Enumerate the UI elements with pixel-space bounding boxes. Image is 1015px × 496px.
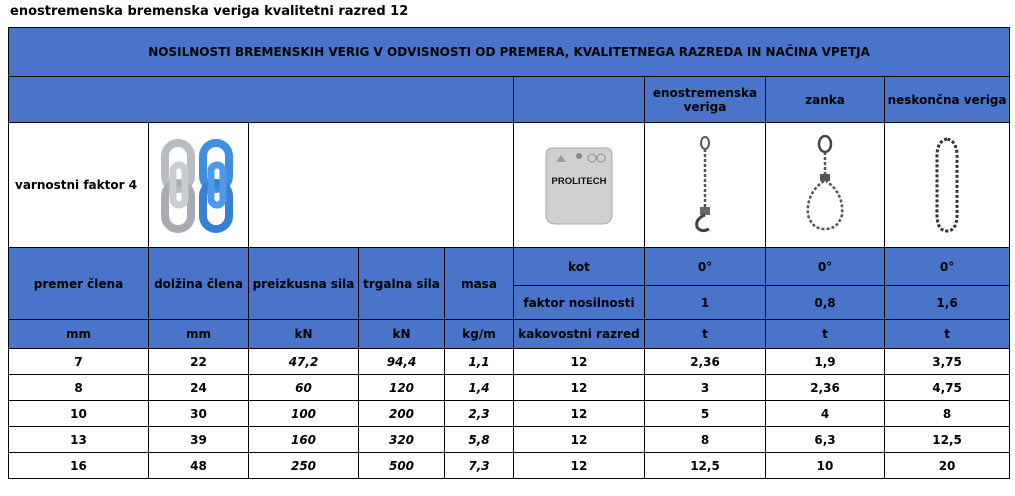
cell-wll-endless: 3,75	[885, 349, 1010, 375]
unit-cell: t	[766, 320, 885, 349]
cell-proof-force: 60	[249, 375, 359, 401]
cell-proof-force: 100	[249, 401, 359, 427]
unit-cell: kN	[249, 320, 359, 349]
cell-breaking-force: 120	[359, 375, 445, 401]
faktor-label: faktor nosilnosti	[514, 286, 645, 320]
cell-grade: 12	[514, 349, 645, 375]
cell-length: 24	[149, 375, 249, 401]
cell-mass: 2,3	[445, 401, 514, 427]
cell-diameter: 16	[9, 453, 149, 479]
unit-cell: kg/m	[445, 320, 514, 349]
cell-grade: 12	[514, 375, 645, 401]
unit-cell: kakovostni razred	[514, 320, 645, 349]
kot-label: kot	[514, 248, 645, 286]
column-header-proof-force: preizkusna sila	[249, 248, 359, 320]
cell-mass: 1,4	[445, 375, 514, 401]
unit-cell: mm	[9, 320, 149, 349]
cell-diameter: 10	[9, 401, 149, 427]
endless-chain-icon	[885, 123, 1010, 248]
cell-length: 22	[149, 349, 249, 375]
table-row	[9, 427, 1010, 453]
unit-cell: kN	[359, 320, 445, 349]
page-title: enostremenska bremenska veriga kvalitetni razred 12	[10, 4, 409, 19]
column-header-length: dolžina člena	[149, 248, 249, 320]
cell-grade: 12	[514, 427, 645, 453]
table-row	[9, 401, 1010, 427]
unit-cell: t	[645, 320, 766, 349]
header-blank-tag	[514, 77, 645, 123]
config-header-row	[9, 77, 1010, 123]
column-header-mass: masa	[445, 248, 514, 320]
cell-wll-single: 5	[645, 401, 766, 427]
table-title-row	[9, 28, 1010, 77]
unit-cell: t	[885, 320, 1010, 349]
capacity-table	[8, 27, 1010, 479]
column-header-breaking-force: trgalna sila	[359, 248, 445, 320]
cell-breaking-force: 200	[359, 401, 445, 427]
kot-value: 0°	[645, 248, 766, 286]
column-header-diameter: premer člena	[9, 248, 149, 320]
cell-breaking-force: 320	[359, 427, 445, 453]
cell-length: 39	[149, 427, 249, 453]
image-row-blank	[249, 123, 514, 248]
cell-mass: 1,1	[445, 349, 514, 375]
config-header-loop: zanka	[766, 77, 885, 123]
tag-brand-text: PROLITECH	[551, 176, 607, 187]
image-row	[9, 123, 1010, 248]
cell-proof-force: 160	[249, 427, 359, 453]
cell-wll-endless: 4,75	[885, 375, 1010, 401]
single-leg-sling-icon	[645, 123, 766, 248]
cell-diameter: 8	[9, 375, 149, 401]
cell-wll-single: 12,5	[645, 453, 766, 479]
unit-row	[9, 320, 1010, 349]
faktor-value: 1	[645, 286, 766, 320]
cell-wll-loop: 2,36	[766, 375, 885, 401]
cell-proof-force: 47,2	[249, 349, 359, 375]
cell-wll-endless: 8	[885, 401, 1010, 427]
cell-mass: 5,8	[445, 427, 514, 453]
unit-cell: mm	[149, 320, 249, 349]
config-header-single: enostremenska veriga	[645, 77, 766, 123]
cell-wll-loop: 4	[766, 401, 885, 427]
faktor-value: 0,8	[766, 286, 885, 320]
header-blank	[9, 77, 514, 123]
cell-wll-endless: 12,5	[885, 427, 1010, 453]
cell-wll-single: 2,36	[645, 349, 766, 375]
cell-breaking-force: 500	[359, 453, 445, 479]
cell-breaking-force: 94,4	[359, 349, 445, 375]
cell-wll-loop: 10	[766, 453, 885, 479]
prolitech-tag-icon	[514, 123, 645, 248]
kot-value: 0°	[766, 248, 885, 286]
cell-diameter: 7	[9, 349, 149, 375]
cell-wll-single: 3	[645, 375, 766, 401]
faktor-value: 1,6	[885, 286, 1010, 320]
loop-sling-icon	[766, 123, 885, 248]
kot-row	[9, 248, 1010, 286]
safety-factor-label: varnostni faktor 4	[9, 123, 149, 248]
config-header-endless: neskončna veriga	[885, 77, 1010, 123]
cell-mass: 7,3	[445, 453, 514, 479]
cell-proof-force: 250	[249, 453, 359, 479]
cell-length: 30	[149, 401, 249, 427]
cell-diameter: 13	[9, 427, 149, 453]
cell-wll-loop: 1,9	[766, 349, 885, 375]
cell-wll-endless: 20	[885, 453, 1010, 479]
cell-grade: 12	[514, 401, 645, 427]
cell-grade: 12	[514, 453, 645, 479]
cell-length: 48	[149, 453, 249, 479]
cell-wll-single: 8	[645, 427, 766, 453]
table-row	[9, 375, 1010, 401]
chain-links-icon	[149, 123, 249, 248]
table-row	[9, 349, 1010, 375]
kot-value: 0°	[885, 248, 1010, 286]
cell-wll-loop: 6,3	[766, 427, 885, 453]
table-title: NOSILNOSTI BREMENSKIH VERIG V ODVISNOSTI OD PREMERA, KVALITETNEGA RAZREDA IN NAČINA VPETJA	[9, 28, 1010, 77]
table-row	[9, 453, 1010, 479]
